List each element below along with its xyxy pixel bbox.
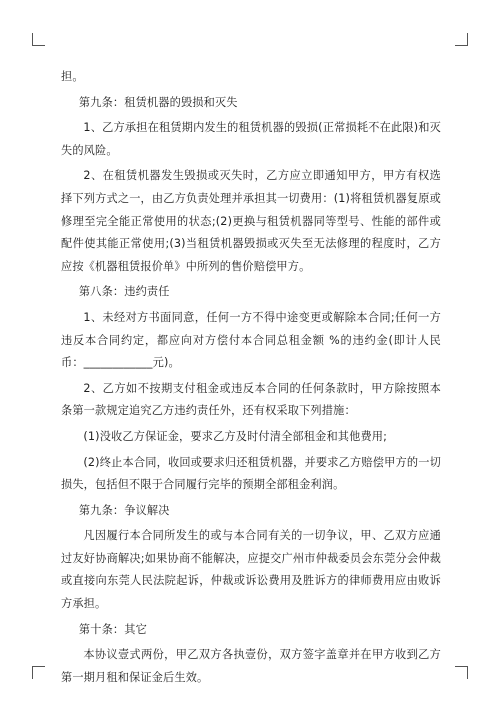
- paragraph-measure-1: (1)没收乙方保证金，要求乙方及时付清全部租金和其他费用;: [83, 429, 388, 443]
- document-body: [61, 66, 441, 692]
- crop-mark-bottom-left: [32, 666, 45, 679]
- paragraph-measure-2: (2)终止本合同，收回或要求归还租赁机器，并要求乙方赔偿甲方的一切损失，包括但不限于合同履行完毕的预期全部租金利润。: [61, 455, 441, 492]
- section-heading-dispute: 第九条：争议解决: [78, 503, 170, 517]
- section-heading-machine-damage: 第九条：租赁机器的毁损和灭失: [78, 95, 238, 109]
- section-heading-breach: 第八条：违约责任: [78, 285, 170, 299]
- paragraph-damage-handling: 2、在租赁机器发生毁损或灭失时，乙方应立即通知甲方，甲方有权选择下列方式之一，由乙方负责处理并承担其一切费用：(1)将租赁机器复原或修理至完全能正常使用的状态;(2)更换与租赁机器同等型号、性能的部件或配件使其能正常使用;(3)当租赁机器毁损或灭失至无法修理的程度时，乙方应按《机器租赁报价单》中所列的售价赔偿甲方。: [61, 169, 441, 273]
- paragraph-continuation: 担。: [61, 70, 84, 83]
- paragraph-effectiveness: 本协议壹式两份，甲乙双方各执壹份，双方签字盖章并在甲方收到乙方第一期月租和保证金后生效。: [61, 648, 441, 684]
- paragraph-breach-penalty: 1、未经对方书面同意，任何一方不得中途变更或解除本合同;任何一方违反本合同约定，都应向对方偿付本合同总租金额 %的违约金(即计人民币：____________元)。: [61, 310, 441, 370]
- paragraph-late-payment: 2、乙方如不按期支付租金或违反本合同的任何条款时，甲方除按照本条第一款规定追究乙方违约责任外，还有权采取下列措施：: [61, 381, 441, 418]
- paragraph-dispute-resolution: 凡因履行本合同所发生的或与本合同有关的一切争议，甲、乙双方应通过友好协商解决;如果协商不能解决，应提交广州市仲裁委员会东莞分会仲裁或直接向东莞人民法院起诉，仲裁或诉讼费用及胜诉方的律师费用应由败诉方承担。: [61, 529, 441, 611]
- section-heading-other: 第十条：其它: [78, 622, 147, 636]
- crop-mark-top-left: [32, 33, 45, 46]
- crop-mark-top-right: [455, 33, 468, 46]
- crop-mark-bottom-right: [455, 666, 468, 679]
- paragraph-damage-risk: 1、乙方承担在租赁期内发生的租赁机器的毁损(正常损耗不在此限)和灭失的风险。: [61, 121, 441, 157]
